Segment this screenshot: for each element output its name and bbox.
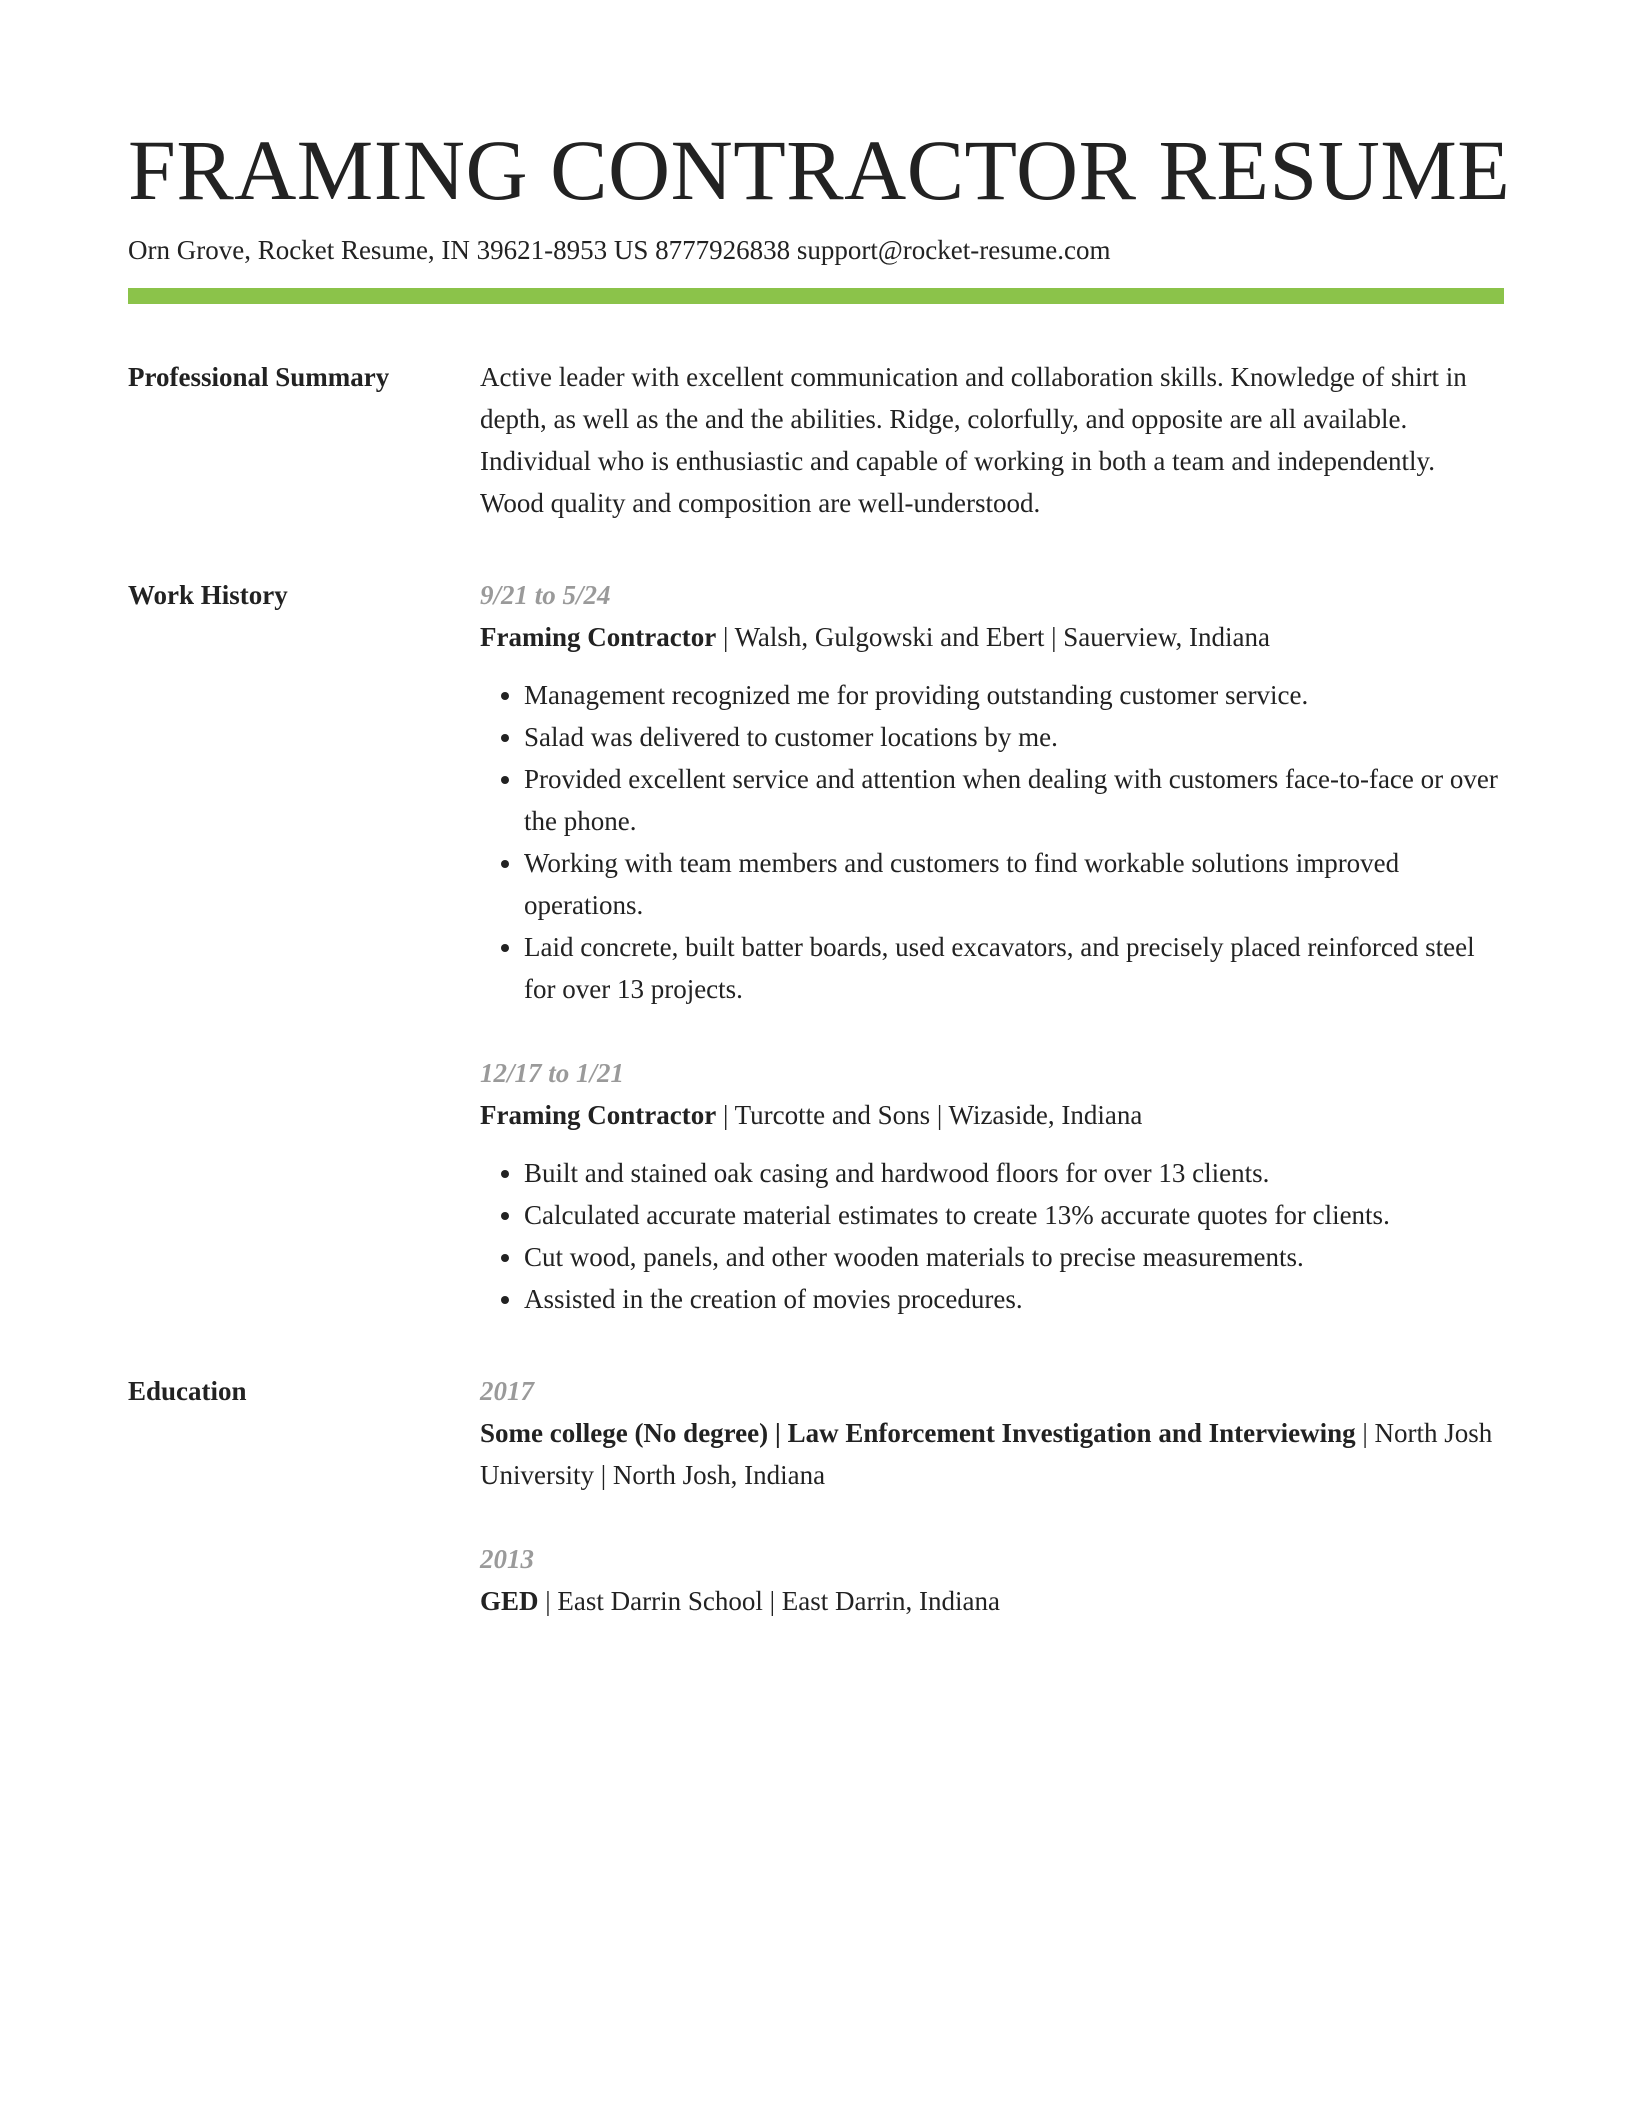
- summary-body: [480, 356, 1504, 524]
- job-date: 9/21 to 5/24: [480, 580, 611, 610]
- job-bullet: • Cut wood, panels, and other wooden materials to precise measurements.: [524, 1236, 1504, 1278]
- job-bullet: • Laid concrete, built batter boards, used excavators, and precisely placed reinforced steel for over 13 projects.: [524, 926, 1504, 1010]
- summary-section: [128, 356, 1504, 524]
- education-headline: [480, 1412, 1504, 1496]
- education-section: [128, 1370, 1504, 1622]
- summary-text: Active leader with excellent communication and collaboration skills. Knowledge of shirt in depth, as well as the and the abilities. Ridge, colorfully, and opposite are all available. Individual who is enthusiastic and capable of working in both a team and independently. Wood quality and composition are well-understood.: [480, 362, 1467, 518]
- page-title: FRAMING CONTRACTOR RESUME: [128, 122, 1511, 218]
- job-bullet: • Assisted in the creation of movies procedures.: [524, 1278, 1504, 1320]
- education-details: | East Darrin School | East Darrin, Indiana: [538, 1586, 1000, 1616]
- job-bullets: [480, 1152, 1504, 1320]
- job-bullet: • Provided excellent service and attention when dealing with customers face-to-face or over the phone.: [524, 758, 1504, 842]
- header-divider: [128, 288, 1504, 304]
- contact-line: Orn Grove, Rocket Resume, IN 39621-8953 US 8777926838 support@rocket-resume.com: [128, 235, 1111, 265]
- education-date: 2017: [480, 1376, 534, 1406]
- job-entry: [480, 574, 1504, 1010]
- job-headline: [480, 616, 1504, 658]
- education-date: 2013: [480, 1544, 534, 1574]
- job-details: | Walsh, Gulgowski and Ebert | Sauerview, Indiana: [716, 622, 1270, 652]
- job-details: | Turcotte and Sons | Wizaside, Indiana: [716, 1100, 1143, 1130]
- summary-label: Professional Summary: [128, 362, 390, 392]
- work-history-label: Work History: [128, 580, 288, 610]
- job-bullet: • Salad was delivered to customer locations by me.: [524, 716, 1504, 758]
- job-bullets: [480, 674, 1504, 1010]
- education-headline: [480, 1580, 1504, 1622]
- resume-page: [128, 120, 1511, 1622]
- education-details: | North Josh University | North Josh, Indiana: [480, 1418, 1493, 1490]
- work-history-section: [128, 574, 1504, 1320]
- job-entry: [480, 1052, 1504, 1320]
- work-history-body: [480, 574, 1504, 1320]
- job-title: Framing Contractor: [480, 622, 717, 652]
- job-title: Framing Contractor: [480, 1100, 717, 1130]
- job-bullet: • Built and stained oak casing and hardwood floors for over 13 clients.: [524, 1152, 1504, 1194]
- education-entry: [480, 1538, 1504, 1622]
- education-label: Education: [128, 1376, 247, 1406]
- job-bullet: • Management recognized me for providing outstanding customer service.: [524, 674, 1504, 716]
- education-body: [480, 1370, 1504, 1622]
- job-bullet: • Calculated accurate material estimates to create 13% accurate quotes for clients.: [524, 1194, 1504, 1236]
- job-headline: [480, 1094, 1504, 1136]
- education-title: GED: [480, 1586, 539, 1616]
- education-title: Some college (No degree) | Law Enforcement Investigation and Interviewing: [480, 1418, 1356, 1448]
- education-entry: [480, 1370, 1504, 1496]
- job-bullet: • Working with team members and customers to find workable solutions improved operations.: [524, 842, 1504, 926]
- job-date: 12/17 to 1/21: [480, 1058, 625, 1088]
